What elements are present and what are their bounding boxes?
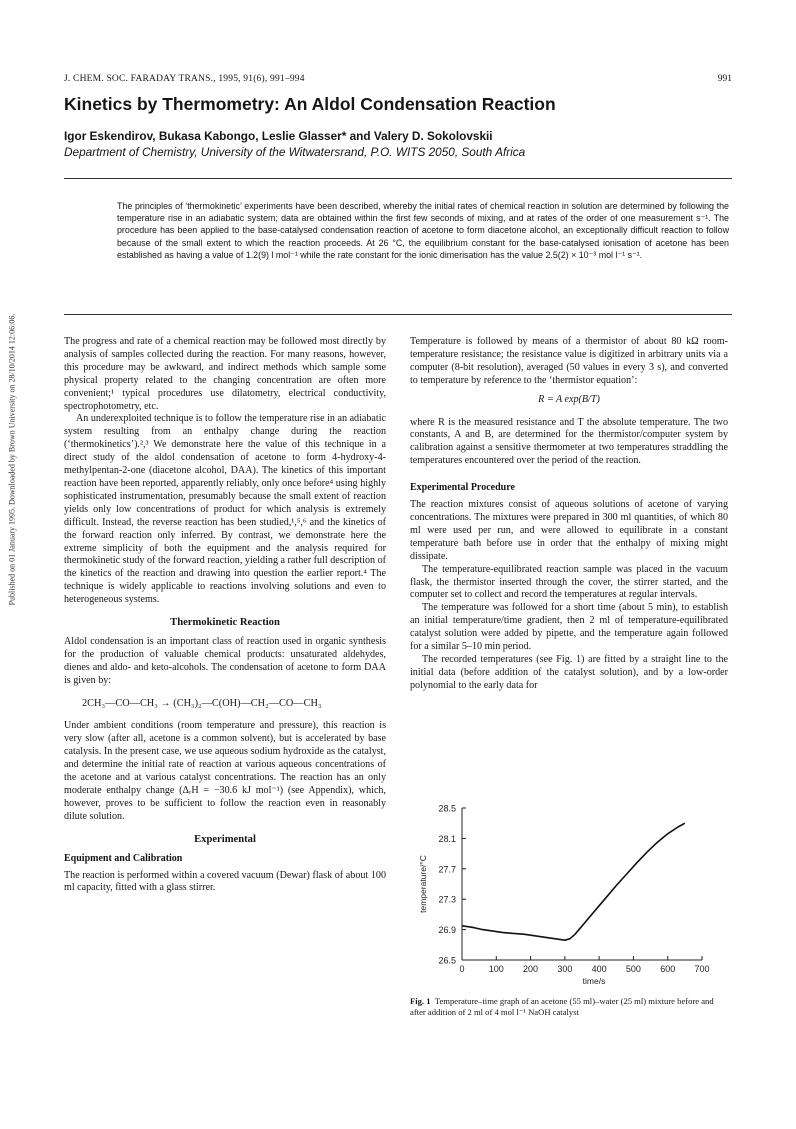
x-tick-label: 400 — [591, 964, 607, 974]
caption-text: Temperature–time graph of an acetone (55 ml)–water (25 ml) mixture before and after addition of 2 ml of 4 mol l⁻¹ NaOH catalyst — [410, 996, 714, 1017]
paragraph: where R is the measured resistance and T the absolute temperature. The two constants, A and B, are determined for the thermistor/computer system by calibration against a sensitive thermometer at two temperatures straddling the temperatures encountered over the period of the reaction. — [410, 416, 728, 467]
paragraph: The recorded temperatures (see Fig. 1) are fitted by a straight line to the initial data (before addition of the catalyst solution), and by a low-order polynomial to the early data for — [410, 653, 728, 691]
x-tick-label: 600 — [660, 964, 676, 974]
x-tick-label: 300 — [557, 964, 573, 974]
abstract-rule — [64, 314, 732, 315]
abstract: The principles of ‘thermokinetic’ experiments have been described, whereby the initial rates of chemical reaction in solution are determined by following the temperature rise in an adiabatic system; data are obtained within the first few seconds of mixing, and at rates of the order of one measurement s⁻¹. The procedure has been applied to the base-catalysed condensation reaction of acetone to form diacetone alcohol, an exceptionally difficult reaction to follow because of the small extent to which the reaction proceeds. At 26 °C, the equilibrium constant for the base-catalysed ionisation of acetone has been established as having a value of 1.2(9) l mol⁻¹ while the rate constant for the ionic dimerisation has the value 2.5(2) × 10⁻³ mol l⁻¹ s⁻¹. — [117, 201, 729, 260]
subsection-heading: Experimental Procedure — [410, 482, 515, 494]
top-rule — [64, 178, 732, 179]
y-tick-label: 28.5 — [438, 803, 456, 814]
y-tick-label: 27.3 — [438, 894, 456, 905]
y-axis-label: temperature/°C — [418, 855, 428, 913]
x-tick-label: 100 — [488, 964, 504, 974]
authors: Igor Eskendirov, Bukasa Kabongo, Leslie Glasser* and Valery D. Sokolovskii — [64, 129, 493, 143]
reaction-equation: 2CH₃—CO—CH₃ → (CH₃)₂—C(OH)—CH₂—CO—CH₃ — [82, 697, 322, 709]
paragraph: The progress and rate of a chemical reaction may be followed most directly by analysis of samples collected during the reaction. For many reasons, however, this procedure may be awkward, and indirect methods which sample some physical property related to the changing concentration are often more convenient;¹ typical procedures use dilatometry, electrical conductivity, spectrophotometry, etc. — [64, 336, 386, 412]
section-heading: Thermokinetic Reaction — [170, 617, 280, 629]
paragraph: The reaction mixtures consist of aqueous solutions of acetone of varying concentrations. The mixtures were prepared in 300 ml quantities, of which 80 ml were used per run, and were allowed to equilibrate in a constant temperature bath before use in order that the enthalpy of mixing might dissipate. — [410, 499, 728, 562]
paragraph: The temperature was followed for a short time (about 5 min), to establish an initial temperature/time gradient, then 2 ml of temperature-equilibrated catalyst solution were added by pipette, and the temperature again followed for a similar 5–10 min period. — [410, 602, 728, 653]
x-tick-label: 200 — [523, 964, 539, 974]
column-left — [64, 336, 386, 895]
paragraph: An underexploited technique is to follow the temperature rise in an adiabatic system resulting from an enthalpy change during the reaction (‘thermokinetics’).²,³ We demonstrate here the value of this technique in a direct study of the aldol condensation of acetone to form 4-hydroxy-4-methylpentan-2-one (diacetone alcohol, DAA). The kinetics of this important reaction have been reported, apparently reliably, only once before⁴ using highly sophisticated instrumentation, presumably because the small extent of reaction yields only low concentrations of product for which analysis is extremely difficult. Instead, the reverse reaction has been studied,¹,⁵,⁶ and the kinetics of the forward reaction only inferred. By contrast, we demonstrate here the extreme simplicity of both the equipment and the analysis required for thermokinetic study of the forward reaction, yielding a rather full description of the kinetics of the reaction and drawing into question the earlier report.⁴ The technique is widely applicable to reactions involving solutions and even to heterogeneous systems. — [64, 413, 386, 606]
paragraph: Aldol condensation is an important class of reaction used in organic synthesis for the production of valuable chemical products: unsaturated aldehydes, dienes and aldo- and keto-alcohols. The condensation of acetone to form DAA is given by: — [64, 635, 386, 686]
paragraph: Under ambient conditions (room temperature and pressure), this reaction is very slow (after all, acetone is a common solvent), but is accelerated by base catalysis. In the present case, we use aqueous sodium hydroxide as the catalyst, and determine the initial rate of reaction at various aqueous concentrations of the acetone and at various catalyst concentrations. The reaction has an only moderate enthalpy change (ΔᵣH = −30.6 kJ mol⁻¹) (see Appendix), which, however, proves to be sufficient to follow the reaction even in reasonably dilute solution. — [64, 720, 386, 822]
paragraph: Temperature is followed by means of a thermistor of about 80 kΩ room-temperature resistance; the resistance value is digitized in arbitrary units via a computer (8-bit resolution), averaged (50 values in every 3 s), and converted to temperature by reference to the ‘thermistor equation’: — [410, 336, 728, 386]
y-tick-label: 26.5 — [438, 955, 456, 966]
x-tick-label: 700 — [694, 964, 710, 974]
x-tick-label: 500 — [625, 964, 641, 974]
paragraph: The temperature-equilibrated reaction sample was placed in the vacuum flask, the thermistor inserted through the cover, the stirrer started, and the computer set to collect and record the temperatures at regular intervals. — [410, 563, 728, 601]
figure-caption — [410, 996, 728, 1018]
journal-header: J. CHEM. SOC. FARADAY TRANS., 1995, 91(6), 991–994 — [64, 74, 305, 84]
affiliation: Department of Chemistry, University of the Witwatersrand, P.O. WITS 2050, South Africa — [64, 145, 526, 159]
x-tick-label: 0 — [459, 964, 465, 974]
subsection-heading: Equipment and Calibration — [64, 852, 183, 864]
column-right — [410, 336, 728, 693]
download-notice: Published on 01 January 1995. Downloaded by Brown University on 28/10/2014 12:06:06. — [7, 313, 17, 606]
y-tick-label: 27.7 — [438, 864, 456, 875]
y-tick-label: 26.9 — [438, 925, 456, 936]
caption-label: Fig. 1 — [410, 996, 431, 1006]
section-heading: Experimental — [194, 833, 256, 845]
page-number: 991 — [717, 74, 732, 84]
y-tick-label: 28.1 — [438, 833, 456, 844]
temperature-series-line — [462, 823, 685, 940]
paragraph: The reaction is performed within a covered vacuum (Dewar) flask of about 100 ml capacity, fitted with a glass stirrer. — [64, 869, 386, 894]
thermistor-equation: R = A exp(B/T) — [538, 393, 600, 405]
x-axis-label: time/s — [582, 976, 606, 986]
article-title: Kinetics by Thermometry: An Aldol Condensation Reaction — [64, 94, 556, 114]
